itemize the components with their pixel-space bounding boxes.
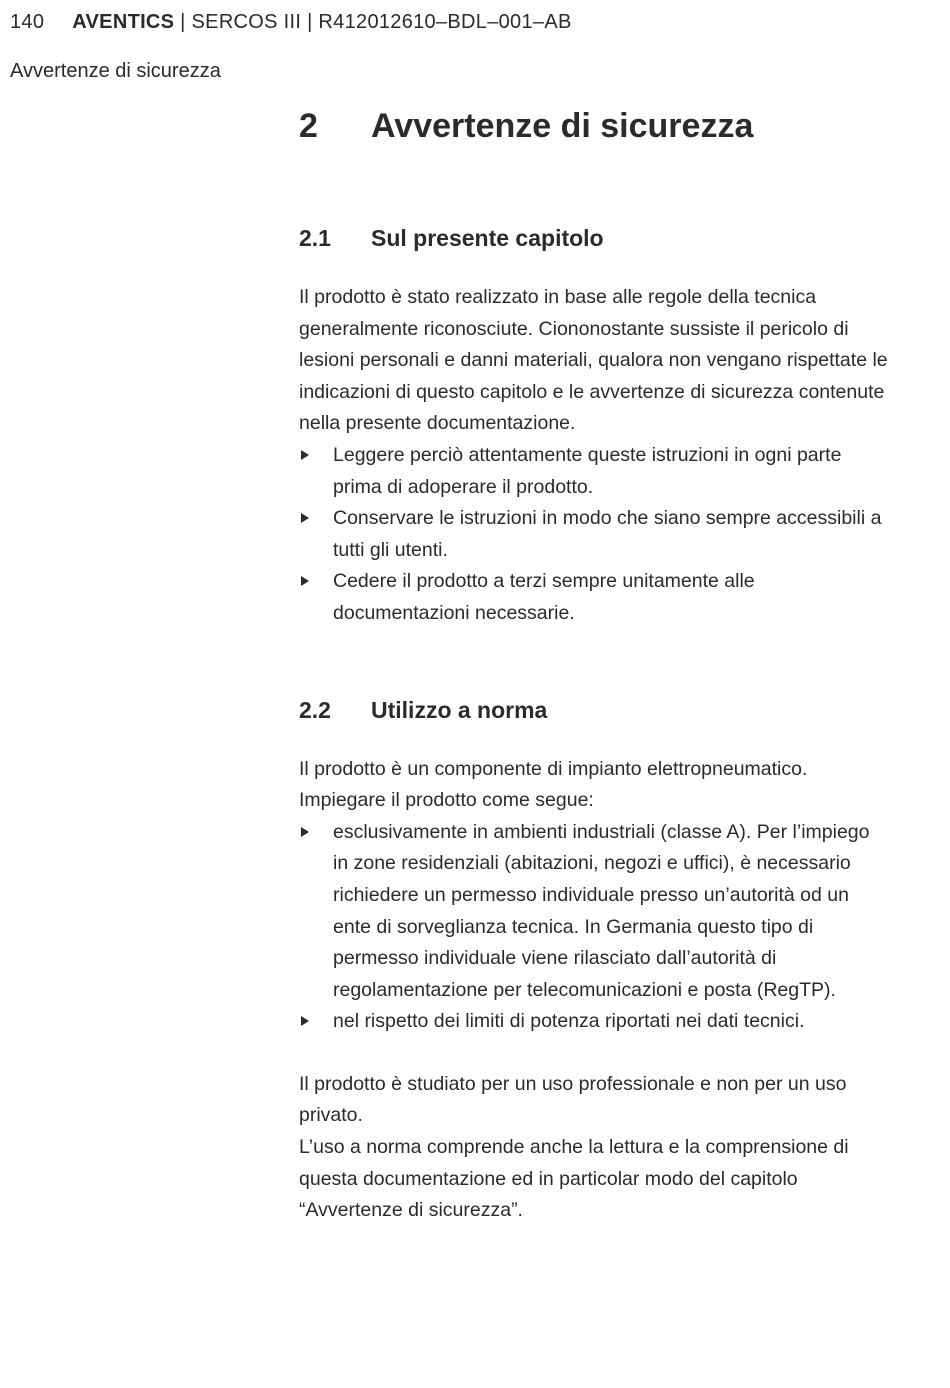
section-2-2-intro: Il prodotto è un componente di impianto elettropneumatico. Impiegare il prodotto come segue: [299,757,808,812]
document-reference: | SERCOS III | R412012610–BDL–001–AB [174,11,572,33]
section-2-2-outro-professional-use: Il prodotto è studiato per un uso professionale e non per un uso privato. [299,1072,847,1127]
section-2-1-bullets [299,440,889,630]
bullet-arrow-icon [301,1016,309,1026]
page-number: 140 [10,11,45,33]
list-item: Conservare le istruzioni in modo che siano sempre accessibili a tutti gli utenti. [299,503,889,566]
bullet-arrow-icon [301,576,309,586]
section-title-2-2 [299,697,889,724]
list-item: Leggere perciò attentamente queste istruzioni in ogni parte prima di adoperare il prodotto. [299,440,889,503]
section-2-1-intro: Il prodotto è stato realizzato in base alle regole della tecnica generalmente riconosciute. Ciononostante sussiste il pericolo di lesioni personali e danni materiali, qualora non vengano rispettate le indicazioni di questo capitolo e le avvertenze di sicurezza contenute nella presente documentazione. [299,286,888,435]
chapter-number: 2 [299,107,318,145]
bullet-arrow-icon [301,513,309,523]
section-number: 2.1 [299,225,331,251]
brand-name: AVENTICS [72,11,175,33]
section-title-text: Sul presente capitolo [371,225,604,251]
main-content [299,100,889,1227]
running-section-label: Avvertenze di sicurezza [10,60,221,82]
running-header [10,11,572,34]
section-number: 2.2 [299,696,331,723]
bullet-arrow-icon [301,450,309,460]
section-title-2-1 [299,225,889,252]
chapter-title [299,100,889,152]
section-title-text: Utilizzo a norma [371,696,548,723]
list-item: Cedere il prodotto a terzi sempre unitamente alle documentazioni necessarie. [299,566,889,629]
section-2-2-bullets [299,817,889,1038]
section-2-2-outro-intended-use: L’uso a norma comprende anche la lettura e la comprensione di questa documentazione ed in particolar modo del capitolo “Avvertenze di sicurezza”. [299,1136,849,1222]
bullet-arrow-icon [301,827,309,837]
list-item: esclusivamente in ambienti industriali (classe A). Per l’impiego in zone residenziali (abitazioni, negozi e uffici), è necessario richiedere un permesso individuale presso un’autorità od un ente di sorveglianza tecnica. In Germania questo tipo di permesso individuale viene rilasciato dall’autorità di regolamentazione per telecomunicazioni e posta (RegTP). [299,817,889,1007]
chapter-title-text: Avvertenze di sicurezza [371,107,754,145]
list-item: nel rispetto dei limiti di potenza riportati nei dati tecnici. [299,1006,889,1038]
